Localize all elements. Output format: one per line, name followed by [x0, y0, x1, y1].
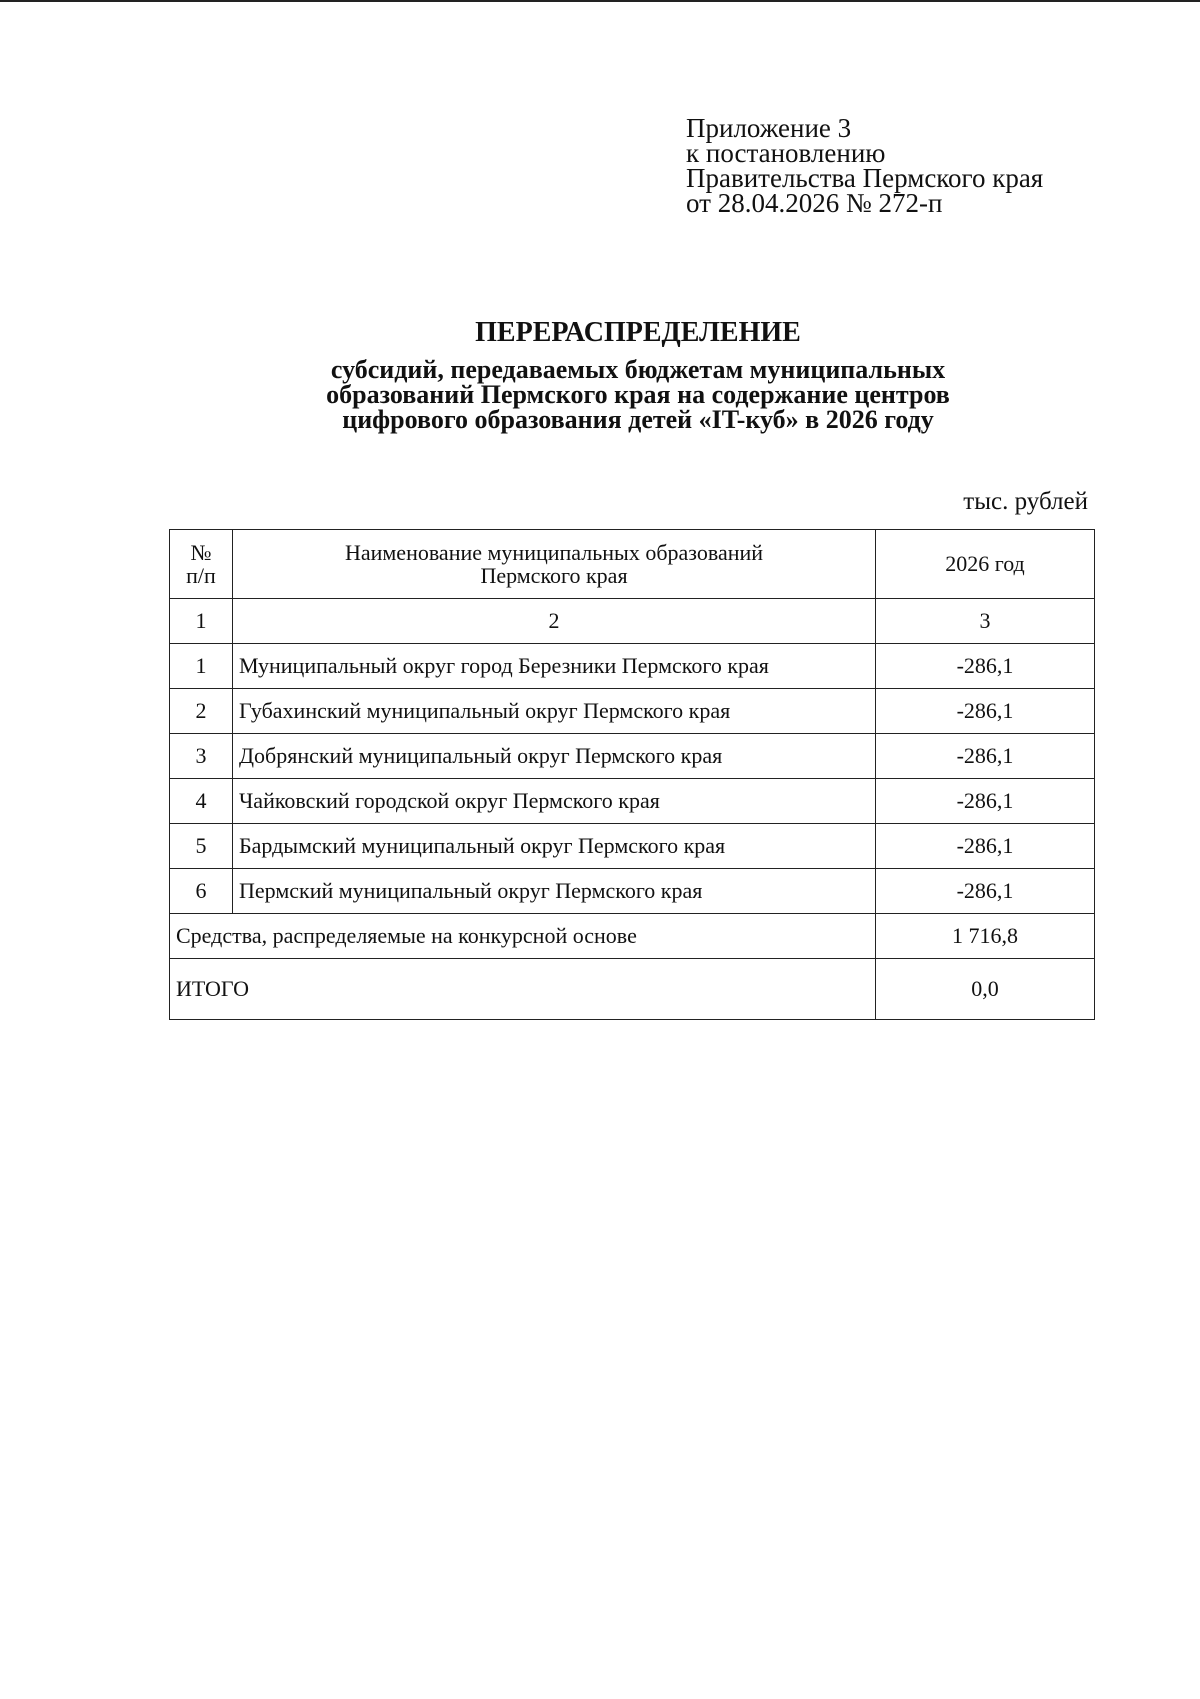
table-header-row	[170, 530, 1095, 599]
competitive-label: Средства, распределяемые на конкурсной основе	[170, 914, 876, 959]
appendix-line: Правительства Пермского края	[686, 163, 1044, 193]
row-value: -286,1	[876, 869, 1095, 914]
row-name: Пермский муниципальный округ Пермского края	[233, 869, 876, 914]
column-index-cell: 2	[233, 599, 876, 644]
header-num-symbol: №	[190, 540, 212, 565]
unit-label: тыс. рублей	[963, 488, 1088, 515]
document-title: ПЕРЕРАСПРЕДЕЛЕНИЕ	[475, 317, 801, 348]
column-index-row	[170, 599, 1095, 644]
row-name: Муниципальный округ город Березники Пермского края	[233, 644, 876, 689]
table-row	[170, 824, 1095, 869]
row-num: 6	[170, 869, 233, 914]
row-name: Бардымский муниципальный округ Пермского края	[233, 824, 876, 869]
row-num: 3	[170, 734, 233, 779]
appendix-line: к постановлению	[686, 138, 886, 168]
appendix-line: от 28.04.2026 № 272-п	[686, 188, 943, 218]
row-num: 2	[170, 689, 233, 734]
row-value: -286,1	[876, 689, 1095, 734]
header-name-line: Наименование муниципальных образований	[344, 540, 764, 565]
total-label: ИТОГО	[170, 959, 876, 1020]
row-name: Губахинский муниципальный округ Пермского края	[233, 689, 876, 734]
page-top-edge	[0, 0, 1200, 2]
competitive-value: 1 716,8	[876, 914, 1095, 959]
column-index-cell: 1	[170, 599, 233, 644]
row-value: -286,1	[876, 644, 1095, 689]
subtitle-line: цифрового образования детей «IT-куб» в 2026 году	[342, 405, 934, 434]
total-row	[170, 959, 1095, 1020]
appendix-reference	[686, 113, 1044, 218]
row-value: -286,1	[876, 734, 1095, 779]
appendix-line: Приложение 3	[686, 113, 852, 143]
document-subtitle	[200, 357, 1076, 432]
subsidy-table	[169, 529, 1095, 1020]
subtitle-line: субсидий, передаваемых бюджетам муниципальных	[330, 355, 946, 384]
header-num-cell	[170, 530, 233, 599]
column-index-cell: 3	[876, 599, 1095, 644]
table-row	[170, 779, 1095, 824]
header-year-cell: 2026 год	[876, 530, 1095, 599]
header-num-abbrev: п/п	[186, 563, 216, 588]
header-name-cell	[233, 530, 876, 599]
table-row	[170, 734, 1095, 779]
row-num: 4	[170, 779, 233, 824]
table-row	[170, 869, 1095, 914]
header-name-line: Пермского края	[480, 563, 628, 588]
competitive-row	[170, 914, 1095, 959]
total-value: 0,0	[876, 959, 1095, 1020]
row-name: Добрянский муниципальный округ Пермского края	[233, 734, 876, 779]
table-row	[170, 689, 1095, 734]
row-value: -286,1	[876, 824, 1095, 869]
subtitle-line: образований Пермского края на содержание центров	[326, 380, 950, 409]
row-num: 1	[170, 644, 233, 689]
table-row	[170, 644, 1095, 689]
row-value: -286,1	[876, 779, 1095, 824]
row-num: 5	[170, 824, 233, 869]
row-name: Чайковский городской округ Пермского края	[233, 779, 876, 824]
